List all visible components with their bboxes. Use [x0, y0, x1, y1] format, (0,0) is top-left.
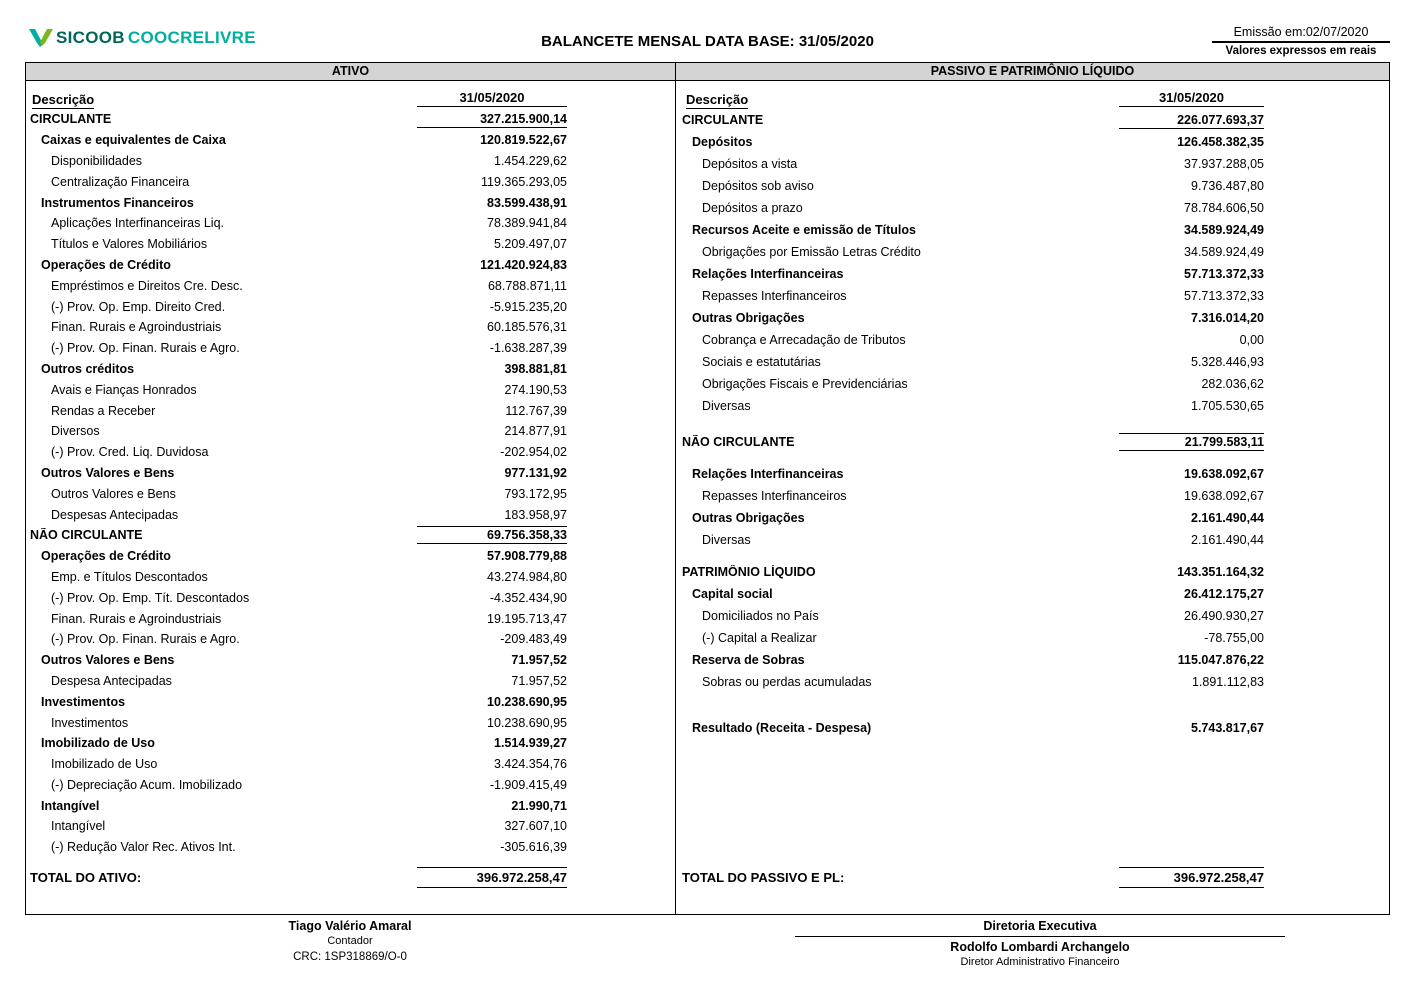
balance-row	[26, 795, 675, 816]
balance-row	[26, 629, 675, 650]
row-value: 57.713.372,33	[1184, 289, 1264, 303]
row-value: -1.909.415,49	[489, 777, 567, 792]
row-value: 226.077.693,37	[1119, 112, 1264, 129]
row-value: 0,00	[1239, 333, 1264, 347]
row-value: 126.458.382,35	[1177, 135, 1264, 149]
row-value: -202.954,02	[500, 445, 567, 460]
balance-row	[26, 109, 675, 130]
row-label: Diversas	[702, 399, 751, 413]
row-label: Depósitos a prazo	[702, 201, 803, 215]
accountant-crc: CRC: 1SP318869/O-0	[293, 951, 407, 963]
logo-text-coocrelivre: COOCRELIVRE	[127, 28, 256, 47]
row-value: 68.788.871,11	[487, 278, 567, 293]
balance-row	[26, 525, 675, 546]
ativo-column-headers	[26, 81, 675, 107]
row-label: Emp. e Títulos Descontados	[51, 569, 208, 584]
row-label: Finan. Rurais e Agroindustriais	[51, 320, 222, 335]
row-label: Outros créditos	[41, 361, 135, 376]
accountant-signature	[25, 919, 675, 966]
balance-row	[26, 275, 675, 296]
balance-row	[676, 197, 1389, 219]
row-value: 71.957,52	[511, 673, 567, 688]
director-signature	[700, 919, 1380, 970]
balance-row	[26, 213, 675, 234]
balance-sheet	[25, 62, 1390, 915]
row-value: 274.190,53	[504, 382, 567, 397]
row-label: Capital social	[692, 587, 773, 601]
row-label: Caixas e equivalentes de Caixa	[41, 133, 226, 148]
row-value: -5.915.235,20	[489, 299, 567, 314]
balance-row	[26, 379, 675, 400]
row-value: -1.638.287,39	[489, 341, 567, 356]
row-label: Reserva de Sobras	[692, 653, 805, 667]
balance-row	[26, 504, 675, 525]
row-label: Intangível	[41, 798, 100, 813]
balance-row	[26, 171, 675, 192]
balance-row	[26, 712, 675, 733]
balance-row	[676, 219, 1389, 241]
row-spacer	[676, 453, 1389, 463]
row-label: (-) Prov. Op. Finan. Rurais e Agro.	[51, 341, 240, 356]
row-label: Outros Valores e Bens	[41, 465, 175, 480]
director-role: Diretor Administrativo Financeiro	[960, 956, 1120, 968]
row-value: 9.736.487,80	[1191, 179, 1264, 193]
passivo-total-row	[676, 867, 1389, 888]
row-value: 1.514.939,27	[494, 736, 567, 751]
balance-row	[676, 605, 1389, 627]
row-label: Títulos e Valores Mobiliários	[51, 237, 208, 252]
page-title: BALANCETE MENSAL DATA BASE: 31/05/2020	[541, 33, 874, 50]
row-label: Empréstimos e Direitos Cre. Desc.	[51, 278, 243, 293]
row-value: 69.756.358,33	[417, 526, 567, 544]
row-label: Imobilizado de Uso	[51, 757, 158, 772]
balance-row	[26, 421, 675, 442]
row-value: 5.328.446,93	[1191, 355, 1264, 369]
row-value: 83.599.438,91	[487, 195, 567, 210]
row-label: CIRCULANTE	[682, 113, 764, 127]
balance-row	[676, 583, 1389, 605]
emission-block	[1212, 25, 1390, 57]
balance-row	[676, 627, 1389, 649]
row-value: 34.589.924,49	[1184, 223, 1264, 237]
row-value: 57.908.779,88	[487, 549, 567, 564]
row-value: 34.589.924,49	[1184, 245, 1264, 259]
passivo-total-label: TOTAL DO PASSIVO E PL:	[682, 870, 845, 885]
balance-row	[26, 691, 675, 712]
row-value: 1.705.530,65	[1191, 399, 1264, 413]
row-label: Sociais e estatutárias	[702, 355, 821, 369]
balance-row	[26, 775, 675, 796]
balance-row	[26, 234, 675, 255]
balance-row	[26, 296, 675, 317]
row-label: Depósitos sob aviso	[702, 179, 814, 193]
row-label: Domiciliados no País	[702, 609, 819, 623]
row-label: Rendas a Receber	[51, 403, 156, 418]
balance-row	[676, 463, 1389, 485]
row-spacer	[676, 551, 1389, 561]
row-label: (-) Prov. Cred. Liq. Duvidosa	[51, 445, 209, 460]
balance-row	[26, 733, 675, 754]
balance-row	[26, 442, 675, 463]
row-label: Outros Valores e Bens	[41, 653, 175, 668]
row-value: -78.755,00	[1204, 631, 1264, 645]
emission-date: Emissão em:02/07/2020	[1233, 25, 1369, 39]
row-value: 398.881,81	[504, 361, 567, 376]
balance-row	[676, 507, 1389, 529]
row-label: Imobilizado de Uso	[41, 736, 155, 751]
row-value: 19.638.092,67	[1184, 489, 1264, 503]
row-label: Resultado (Receita - Despesa)	[692, 721, 872, 735]
row-value: 78.784.606,50	[1184, 201, 1264, 215]
row-value: 2.161.490,44	[1191, 511, 1264, 525]
currency-note: Valores expressos em reais	[1225, 45, 1377, 57]
balance-row	[676, 395, 1389, 417]
balance-row	[676, 153, 1389, 175]
balance-row	[26, 567, 675, 588]
balance-row	[26, 400, 675, 421]
row-value: 21.799.583,11	[1119, 433, 1264, 451]
row-value: 78.389.941,84	[487, 216, 567, 231]
passivo-total-value: 396.972.258,47	[1119, 867, 1264, 888]
row-label: Outras Obrigações	[692, 511, 805, 525]
row-value: 26.490.930,27	[1184, 609, 1264, 623]
balance-row	[26, 587, 675, 608]
row-value: 115.047.876,22	[1177, 653, 1264, 667]
row-value: 282.036,62	[1201, 377, 1264, 391]
row-label: Investimentos	[41, 694, 126, 709]
balance-row	[26, 255, 675, 276]
row-label: NÃO CIRCULANTE	[30, 528, 143, 543]
balance-row	[676, 649, 1389, 671]
row-label: Instrumentos Financeiros	[41, 195, 194, 210]
balance-row	[26, 483, 675, 504]
row-value: 793.172,95	[504, 486, 567, 501]
row-label: Diversas	[702, 533, 751, 547]
row-value: 37.937.288,05	[1184, 157, 1264, 171]
passivo-rows	[676, 107, 1389, 739]
row-label: Finan. Rurais e Agroindustriais	[51, 611, 222, 626]
balance-row	[26, 151, 675, 172]
balance-row	[26, 608, 675, 629]
row-value: 977.131,92	[504, 465, 567, 480]
row-value: 1.454.229,62	[494, 153, 567, 168]
row-value: 1.891.112,83	[1191, 675, 1264, 689]
ativo-title-bar: ATIVO	[26, 63, 675, 81]
balance-row	[26, 816, 675, 837]
ativo-total-value: 396.972.258,47	[417, 867, 567, 888]
row-label: (-) Prov. Op. Emp. Tít. Descontados	[51, 590, 250, 605]
passivo-title-bar: PASSIVO E PATRIMÔNIO LÍQUIDO	[676, 63, 1389, 81]
row-label: (-) Depreciação Acum. Imobilizado	[51, 777, 243, 792]
row-value: -4.352.434,90	[489, 590, 567, 605]
row-value: 183.958,97	[504, 507, 567, 522]
balance-row	[26, 650, 675, 671]
row-value: 57.713.372,33	[1184, 267, 1264, 281]
balance-row	[26, 338, 675, 359]
row-value: 327.215.900,14	[417, 111, 567, 128]
balance-row	[26, 130, 675, 151]
balance-row	[26, 192, 675, 213]
row-label: Outros Valores e Bens	[51, 486, 176, 501]
balance-row	[26, 671, 675, 692]
row-label: NÃO CIRCULANTE	[682, 435, 795, 449]
row-value: 26.412.175,27	[1184, 587, 1264, 601]
row-label: Depósitos a vista	[702, 157, 798, 171]
balance-row	[676, 329, 1389, 351]
balance-row	[26, 754, 675, 775]
balance-row	[676, 285, 1389, 307]
row-value: 10.238.690,95	[487, 715, 567, 730]
balance-row	[676, 175, 1389, 197]
passivo-date-header: 31/05/2020	[1119, 90, 1264, 107]
row-value: 71.957,52	[511, 653, 567, 668]
row-value: 143.351.164,32	[1177, 565, 1264, 579]
row-label: (-) Capital a Realizar	[702, 631, 817, 645]
emission-divider	[1212, 41, 1390, 43]
balance-row	[676, 263, 1389, 285]
balance-row	[676, 561, 1389, 583]
balance-row	[26, 317, 675, 338]
row-label: Operações de Crédito	[41, 549, 171, 564]
balance-row	[26, 837, 675, 858]
row-label: Repasses Interfinanceiros	[702, 289, 847, 303]
balance-row	[26, 359, 675, 380]
row-label: Recursos Aceite e emissão de Títulos	[692, 223, 916, 237]
row-value: -209.483,49	[500, 632, 567, 647]
row-value: 21.990,71	[511, 798, 567, 813]
balance-row	[26, 546, 675, 567]
row-spacer	[676, 417, 1389, 431]
row-value: 119.365.293,05	[481, 174, 567, 189]
balance-row	[676, 351, 1389, 373]
row-spacer	[676, 693, 1389, 717]
row-label: Relações Interfinanceiras	[692, 267, 844, 281]
row-label: Despesas Antecipadas	[51, 507, 179, 522]
row-label: Relações Interfinanceiras	[692, 467, 844, 481]
row-label: Obrigações por Emissão Letras Crédito	[702, 245, 921, 259]
row-label: Despesa Antecipadas	[51, 673, 172, 688]
ativo-total-row	[26, 867, 675, 888]
row-label: Repasses Interfinanceiros	[702, 489, 847, 503]
ativo-rows	[26, 107, 675, 858]
row-label: Obrigações Fiscais e Previdenciárias	[702, 377, 908, 391]
row-value: 112.767,39	[505, 403, 567, 418]
balance-row	[676, 131, 1389, 153]
row-label: Sobras ou perdas acumuladas	[702, 675, 872, 689]
row-value: 5.209.497,07	[494, 237, 567, 252]
row-value: 2.161.490,44	[1191, 533, 1264, 547]
signature-line	[795, 936, 1285, 937]
row-label: Centralização Financeira	[51, 174, 190, 189]
row-value: 121.420.924,83	[480, 257, 567, 272]
ativo-column	[26, 63, 676, 914]
row-label: Investimentos	[51, 715, 129, 730]
balance-row	[676, 529, 1389, 551]
row-value: 10.238.690,95	[487, 694, 567, 709]
row-label: (-) Prov. Op. Emp. Direito Cred.	[51, 299, 226, 314]
balance-row	[676, 109, 1389, 131]
row-value: 327.607,10	[504, 819, 567, 834]
passivo-column-headers	[676, 81, 1389, 107]
row-label: Aplicações Interfinanceiras Liq.	[51, 216, 225, 231]
row-label: Outras Obrigações	[692, 311, 805, 325]
balance-row	[676, 241, 1389, 263]
passivo-column	[676, 63, 1389, 914]
balance-row	[676, 307, 1389, 329]
balance-row	[676, 671, 1389, 693]
balance-row	[676, 431, 1389, 453]
row-label: Diversos	[51, 424, 100, 439]
board-title: Diretoria Executiva	[983, 919, 1097, 933]
row-label: Avais e Fianças Honrados	[51, 382, 197, 397]
row-value: 43.274.984,80	[487, 569, 567, 584]
row-value: 19.638.092,67	[1184, 467, 1264, 481]
logo-text-sicoob: SICOOB	[56, 28, 125, 47]
balance-row	[676, 717, 1389, 739]
row-value: 214.877,91	[504, 424, 567, 439]
balance-row	[26, 463, 675, 484]
accountant-role: Contador	[327, 935, 373, 947]
document-header	[25, 22, 1390, 62]
row-label: Intangível	[51, 819, 106, 834]
balance-row	[676, 485, 1389, 507]
passivo-desc-header: Descrição	[686, 92, 749, 107]
row-value: -305.616,39	[500, 840, 567, 855]
row-label: PATRIMÔNIO LÍQUIDO	[682, 565, 816, 579]
ativo-total-label: TOTAL DO ATIVO:	[30, 870, 142, 885]
ativo-date-header: 31/05/2020	[417, 90, 567, 107]
row-value: 60.185.576,31	[487, 320, 567, 335]
ativo-desc-header: Descrição	[32, 92, 95, 107]
row-value: 5.743.817,67	[1191, 721, 1264, 735]
row-value: 7.316.014,20	[1191, 311, 1264, 325]
accountant-name: Tiago Valério Amaral	[288, 919, 412, 933]
director-name: Rodolfo Lombardi Archangelo	[950, 940, 1130, 954]
row-label: Disponibilidades	[51, 153, 143, 168]
row-value: 120.819.522,67	[480, 133, 567, 148]
row-label: Depósitos	[692, 135, 753, 149]
row-label: CIRCULANTE	[30, 112, 112, 127]
row-value: 19.195.713,47	[487, 611, 567, 626]
row-value: 3.424.354,76	[494, 757, 567, 772]
row-label: Operações de Crédito	[41, 257, 171, 272]
row-label: (-) Redução Valor Rec. Ativos Int.	[51, 840, 236, 855]
row-label: (-) Prov. Op. Finan. Rurais e Agro.	[51, 632, 240, 647]
balance-row	[676, 373, 1389, 395]
row-label: Cobrança e Arrecadação de Tributos	[702, 333, 906, 347]
